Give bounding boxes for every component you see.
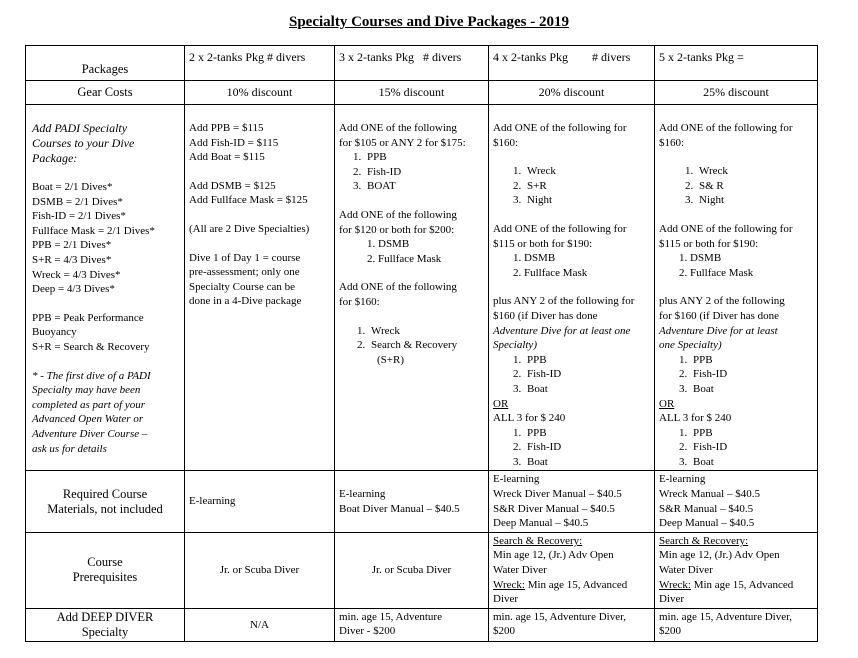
page-title: Specialty Courses and Dive Packages - 2019 <box>289 14 569 30</box>
header-row <box>26 46 818 81</box>
materials-label: Required Course Materials, not included <box>26 471 185 532</box>
gear-discount-5: 25% discount <box>655 81 818 105</box>
pkg-4-deep: min. age 15, Adventure Diver, $200 <box>489 608 655 641</box>
pkg-4-header: 4 x 2-tanks Pkg # divers <box>489 46 655 81</box>
first-dive-note: * - The first dive of a PADI Specialty may have been completed as part of your Advanced Open Water or Adventure Diver Course – ask us for details <box>32 369 151 455</box>
pkg-4-materials: E-learning Wreck Diver Manual – $40.5 S&R Diver Manual – $40.5 Deep Manual – $40.5 <box>489 471 655 532</box>
deep-row <box>26 608 818 641</box>
pkg-4-specialty: Add ONE of the following for $160: 1. Wreck 2. S+R 3. Night Add ONE of the following for $115 or both for $190: 1. DSMB 2. Fullface Mask plus ANY 2 of the following for $160 (if Diver has done Adventure Dive for at least one Specialty) 1. PPB 2. Fish-ID 3. Boat OR ALL 3 for $ 240 1. PPB 2. Fish-ID 3. Boat <box>489 105 655 471</box>
specialty-heading: Add PADI Specialty Courses to your Dive Package: <box>32 121 135 165</box>
specialty-row <box>26 105 818 471</box>
pkg-3-specialty: Add ONE of the following for $105 or ANY 2 for $175: 1. PPB 2. Fish-ID 3. BOAT Add ONE of the following for $120 or both for $200: 1. DSMB 2. Fullface Mask Add ONE of the following for $160: 1. Wreck 2. Search & Recovery (S+R) <box>335 105 489 471</box>
pkg-5-specialty: Add ONE of the following for $160: 1. Wreck 2. S& R 3. Night Add ONE of the following for $115 or both for $190: 1. DSMB 2. Fullface Mask plus ANY 2 of the following for $160 (if Diver has done Adventure Dive for at least one Specialty) 1. PPB 2. Fish-ID 3. Boat OR ALL 3 for $ 240 1. PPB 2. Fish-ID 3. Boat <box>655 105 818 471</box>
pkg-5-prereq: Search & Recovery: Min age 12, (Jr.) Adv Open Water Diver Wreck: Min age 15, Advanced Diver <box>655 532 818 608</box>
pkg-2-specialty: Add PPB = $115 Add Fish-ID = $115 Add Boat = $115 Add DSMB = $125 Add Fullface Mask = $125 (All are 2 Dive Specialties) Dive 1 of Day 1 = course pre-assessment; only one Specialty Course can be done in a 4-Dive package <box>185 105 335 471</box>
pkg-5-deep: min. age 15, Adventure Diver, $200 <box>655 608 818 641</box>
gear-costs-label: Gear Costs <box>26 81 185 105</box>
prereq-row <box>26 532 818 608</box>
pkg-5-materials: E-learning Wreck Manual – $40.5 S&R Manual – $40.5 Deep Manual – $40.5 <box>655 471 818 532</box>
prereq-label: Course Prerequisites <box>26 532 185 608</box>
pkg-2-header: 2 x 2-tanks Pkg # divers <box>185 46 335 81</box>
packages-table <box>25 45 818 642</box>
pkg-2-prereq: Jr. or Scuba Diver <box>185 532 335 608</box>
packages-header: Packages <box>26 46 185 81</box>
pkg-2-deep: N/A <box>185 608 335 641</box>
gear-discount-3: 15% discount <box>335 81 489 105</box>
materials-row <box>26 471 818 532</box>
pkg-3-materials: E-learning Boat Diver Manual – $40.5 <box>335 471 489 532</box>
specialty-dives-list: Boat = 2/1 Dives* DSMB = 2/1 Dives* Fish-ID = 2/1 Dives* Fullface Mask = 2/1 Dives* PPB = 2/1 Dives* S+R = 4/3 Dives* Wreck = 4/3 Dives* Deep = 4/3 Dives* <box>32 181 155 296</box>
pkg-5-header: 5 x 2-tanks Pkg = <box>655 46 818 81</box>
specialty-label-cell <box>26 105 185 471</box>
gear-discount-4: 20% discount <box>489 81 655 105</box>
pkg-3-prereq: Jr. or Scuba Diver <box>335 532 489 608</box>
abbreviations: PPB = Peak Performance Buoyancy S+R = Search & Recovery <box>32 311 150 353</box>
pkg-2-materials: E-learning <box>185 471 335 532</box>
gear-discount-2: 10% discount <box>185 81 335 105</box>
deep-label: Add DEEP DIVER Specialty <box>26 608 185 641</box>
pkg-4-prereq: Search & Recovery: Min age 12, (Jr.) Adv Open Water Diver Wreck: Min age 15, Advanced Diver <box>489 532 655 608</box>
gear-row <box>26 81 818 105</box>
pkg-3-deep: min. age 15, Adventure Diver - $200 <box>335 608 489 641</box>
pkg-3-header: 3 x 2-tanks Pkg # divers <box>335 46 489 81</box>
